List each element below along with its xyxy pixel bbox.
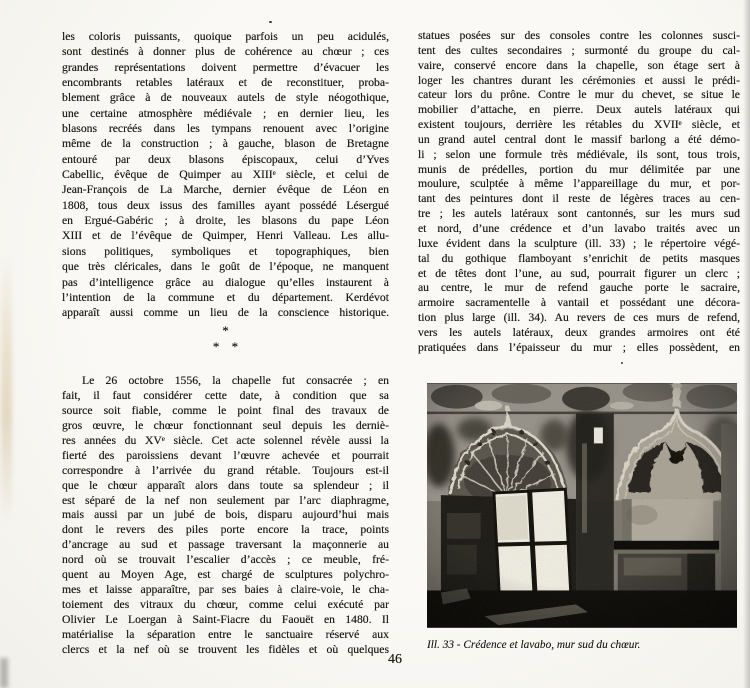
text-line: que très cléricales, dans le goût de l’époque, ne manquent (62, 260, 389, 274)
text-line: armoire sacramentelle à vantail et possédant une décora- (418, 296, 740, 310)
page-number: 46 (388, 652, 402, 667)
text-line: grandes représentations doivent permettre d’évacuer les (62, 60, 389, 74)
ink-speck (269, 21, 272, 23)
text-line: statues posées sur des consoles contre les colonnes susci- (418, 29, 740, 42)
text-line: pas d’intelligence grâce au dialogue qu’elles instaurent à (62, 275, 389, 289)
text-line: dont le revers des piles porte encore la trace, points (62, 523, 389, 537)
text-line: gros œuvre, le chœur fonctionnant seul depuis les derniè- (62, 418, 389, 432)
text-line: tre ; les autels latéraux sont cantonnés, sur les murs sud (418, 207, 740, 221)
text-line: Jean-François de La Marche, dernier évêque de Léon en (62, 183, 389, 197)
scan-smudge-bottom-left (0, 658, 8, 688)
text-line: Olivier Le Loergan à Saint-Fiacre du Faouët en 1480. Il (62, 613, 389, 626)
text-line: l’intention de la commune et du département. Kerdévot (62, 290, 389, 304)
text-line: li ; selon une formule très médiévale, ils sont, tous trois, (418, 147, 740, 161)
separator-asterisk-row-1: * (222, 323, 229, 338)
text-line: correspondre à l’arrivée du grand rétable. Toujours est-il (62, 463, 389, 477)
text-line: les coloris puissants, quoique parfois un peu acidulés, (62, 30, 389, 43)
scan-edge-right (743, 0, 750, 688)
text-line: en Ergué-Gabéric ; à droite, les blasons du pape Léon (62, 214, 389, 228)
text-line: tion plus large (ill. 34). Au revers de ces murs de refend, (418, 311, 740, 325)
text-line: que le chœur apparaît alors dans toute sa splendeur ; il (62, 478, 389, 492)
text-line: nord où se trouvait l’escalier d’accès ; ce meuble, fré- (62, 553, 389, 567)
credence-lavabo-photo (427, 383, 737, 628)
binding-shadow (1, 255, 12, 525)
text-line: sont destinés à donner plus de cohérence au chœur ; ces (62, 45, 389, 59)
credence-lavabo-photo-art (427, 383, 737, 628)
text-line: cateur lors du prône. Contre le mur du chevet, se situe le (418, 88, 740, 102)
text-line: pratiquées dans l’épaisseur du mur ; elles possèdent, en (418, 340, 740, 354)
text-line: vaire, conservé encore dans la chapelle, son étage sert à (418, 58, 740, 72)
text-line: au centre, le mur de refend gauche porte le sacraire, (418, 281, 740, 295)
text-line: tal du gothique flamboyant s’enrichit de petits masques (418, 251, 740, 265)
text-line: une certaine atmosphère médiévale ; en dernier lieu, les (62, 106, 389, 120)
figure-ill-33 (427, 383, 737, 651)
text-line: et nord, d’une crédence et d’un lavabo traités avec un (418, 221, 740, 235)
text-line: XIII et de l’évêque de Quimper, Henri Valleau. Les allu- (62, 229, 389, 243)
text-line: luxe évident dans la sculpture (ill. 33) ; le répertoire végé- (418, 236, 740, 250)
text-line: tent des cultes secondaires ; surmonté du groupe du cal- (418, 43, 740, 57)
text-line: vers les autels latéraux, deux grandes armoires ont été (418, 325, 740, 339)
text-line: entouré par deux blasons épiscopaux, celui d’Yves (62, 152, 389, 166)
text-line: blement grâce à de nouveaux autels de style néogothique, (62, 91, 389, 105)
text-line: fierté des paroissiens devant l’œuvre achevée et pourrait (62, 448, 389, 462)
text-line: res années du XVᵉ siècle. Cet acte solennel révèle aussi la (62, 433, 389, 447)
text-line: loger les chantres durant les cérémonies et aussi le prédi- (418, 73, 740, 87)
figure-caption: Ill. 33 - Crédence et lavabo, mur sud du chœur. (427, 639, 641, 651)
text-line: tant des peintures dont il reste de légères traces au cen- (418, 192, 740, 206)
text-line: Le 26 octobre 1556, la chapelle fut consacrée ; en (82, 374, 389, 387)
right-column-paragraph (418, 29, 740, 356)
text-line: toiement des vitraux du chœur, comme celui exécuté par (62, 598, 389, 612)
text-line: source soit fiable, comme le point final des travaux de (62, 403, 389, 417)
text-line: matérialise la séparation entre le sanctuaire réservé aux (62, 627, 389, 641)
text-line: munis de prédelles, portion du mur délimitée par une (418, 162, 740, 176)
left-column-paragraph-2 (62, 374, 389, 658)
text-line: moulure, sculptée à même l’appareillage du mur, et por- (418, 177, 740, 191)
ink-speck (621, 362, 623, 364)
left-column-paragraph-1 (62, 29, 389, 321)
text-line: encombrants retables latéraux et de reconstituer, proba- (62, 76, 389, 90)
text-line: d’ancrage au sud et passage traversant la maçonnerie au (62, 538, 389, 552)
text-line: même de la construction ; à gauche, blason de Bretagne (62, 137, 389, 151)
text-line: Cabellic, évêque de Quimper au XIIIᵉ siècle, et celui de (62, 168, 389, 182)
text-line: fait, il faut considérer cette date, à condition que sa (62, 388, 389, 402)
text-line: mobilier d’attache, en pierre. Deux autels latéraux qui (418, 103, 740, 117)
text-line: et de têtes dont l’une, au sud, pourrait figurer un clerc ; (418, 266, 740, 280)
text-line: existent toujours, derrière les rétables du XVIIᵉ siècle, et (418, 118, 740, 132)
text-line: 1808, tous deux issus des familles ayant possédé Lésergué (62, 198, 389, 212)
section-separator (62, 323, 389, 355)
text-line: sions politiques, symboliques et topographiques, bien (62, 244, 389, 258)
text-line: un grand autel central dont le massif barlong a été démo- (418, 132, 740, 146)
separator-asterisk-row-2: * * (212, 339, 239, 354)
text-line: apparaît aussi comme un lieu de la conscience historique. (62, 306, 389, 320)
text-line: est séparé de la nef non seulement par l’arc diaphragme, (62, 493, 389, 507)
text-line: clercs et la nef où se trouvent les fidèles et où quelques (62, 642, 389, 656)
text-line: mais aussi par un jubé de bois, disparu aujourd’hui mais (62, 508, 389, 522)
text-line: blasons recréés dans les tympans renouent avec l’origine (62, 122, 389, 136)
text-line: quent au Moyen Age, est chargé de sculptures polychro- (62, 568, 389, 582)
text-line: mes et laisse apparaître, par ses baies à claire-voie, le cha- (62, 583, 389, 597)
